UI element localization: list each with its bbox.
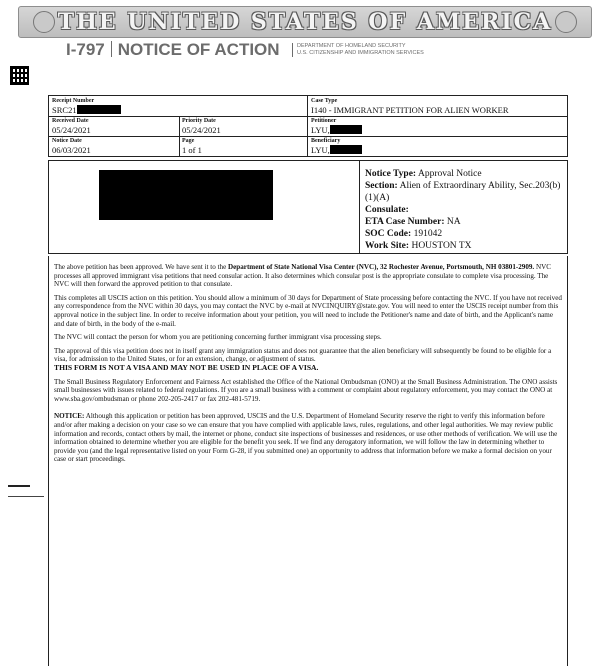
- paragraph: This completes all USCIS action on this petition. You should allow a minimum of 30 days for Department of State processing before contacting the NVC. If you have not received any correspondence from the NVC within 30 days, you may contact the NVC by e-mail at NVCINQUIRY@state.gov. You will need to enter the USCIS receipt number from this approval notice in the subject line. In order to receive information about your petition, you will need to include the Petitioner's name and date of birth, and the Applicant's name and date of birth, in the body of the e-mail.: [54, 293, 562, 328]
- seal-icon: [555, 11, 577, 33]
- case-info-table: [48, 95, 568, 157]
- notice-soc: SOC Code: 191042: [365, 229, 443, 239]
- notice-body: [54, 263, 564, 469]
- banner-title: THE UNITED STATES OF AMERICA: [57, 9, 553, 35]
- paragraph: The NVC will contact the person for whom you are petitioning concerning further immigrant visa processing steps.: [54, 333, 382, 342]
- form-name: NOTICE OF ACTION: [117, 40, 280, 59]
- priority-date: Priority Date 05/24/2021: [182, 118, 221, 135]
- petitioner: Petitioner LYU,: [311, 118, 566, 135]
- barcode-icon: [10, 66, 29, 85]
- notice-section: Section: Alien of Extraordinary Ability, Sec.203(b)(1)(A): [365, 181, 561, 203]
- received-date: Received Date 05/24/2021: [52, 118, 91, 135]
- case-type: Case Type I140 - IMMIGRANT PETITION FOR ALIEN WORKER: [311, 98, 509, 115]
- page-number: Page 1 of 1: [182, 138, 202, 155]
- agency-line: DEPARTMENT OF HOMELAND SECURITY: [297, 43, 406, 49]
- form-title: [66, 40, 280, 60]
- notice-details: [365, 168, 565, 252]
- paragraph: The Small Business Regulatory Enforcement and Fairness Act established the Office of the National Ombudsman (ONO) at the Small Business Administration. The ONO assists small businesses with issues related to federal regulations. If you are a small business with a comment or complaint about regulatory enforcement, you may contact the ONO at www.sba.gov/ombudsman or phone 202-205-2417 or fax 202-481-5719.: [54, 377, 558, 403]
- notice-consulate: Consulate:: [365, 205, 409, 215]
- form-number: I-797: [66, 40, 105, 59]
- paragraph: NOTICE: Although this application or petition has been approved, USCIS and the U.S. Department of Homeland Security reserve the right to verify this information before and/or after making a decision on your case so we can ensure that you have complied with applicable laws, rules, regulations, and other legal authorities. We may review public information and records, contact others by mail, the internet or phone, conduct site inspections of businesses and residences, or use other methods of verification. We will use the information obtained to determine whether you are eligible for the benefit you seek. If we find any derogatory information, we will follow the law in determining whether to provide you (and the legal representative listed on your Form G-28, if you submitted one) an opportunity to address that information before we make a formal decision on your case or start proceedings.: [54, 412, 558, 464]
- notice-date: Notice Date 06/03/2021: [52, 138, 91, 155]
- margin-mark: [8, 485, 30, 487]
- margin-mark: [8, 496, 44, 497]
- address-redaction: [99, 170, 273, 220]
- notice-type: Notice Type: Approval Notice: [365, 169, 482, 179]
- agency-name: [292, 43, 424, 57]
- redaction: [330, 125, 362, 134]
- paragraph: The approval of this visa petition does not in itself grant any immigration status and does not guarantee that the alien beneficiary will subsequently be found to be eligible for a visa, for admission to the United States, or for an extension, change, or adjustment of status. THIS FORM IS NOT A VISA AND MAY NOT BE USED IN PLACE OF A VISA.: [54, 347, 564, 373]
- beneficiary: Beneficiary LYU,: [311, 138, 566, 155]
- notice-box: [48, 160, 568, 254]
- paragraph: The above petition has been approved. We have sent it to the Department of State National Visa Center (NVC), 32 Rochester Avenue, Portsmouth, NH 03801-2909. NVC processes all approved immigrant visa petitions that need consular action. It also determines which consular post is the appropriate consulate to complete visa processing. The NVC will then forward the approved petition to that consulate.: [54, 263, 551, 289]
- receipt-number: Receipt Number SRC21: [52, 98, 302, 115]
- not-a-visa-warning: THIS FORM IS NOT A VISA AND MAY NOT BE USED IN PLACE OF A VISA.: [54, 362, 319, 372]
- redaction: [77, 105, 121, 114]
- notice-worksite: Work Site: HOUSTON TX: [365, 241, 472, 251]
- agency-line: U.S. CITIZENSHIP AND IMMIGRATION SERVICES: [297, 50, 424, 56]
- notice-eta: ETA Case Number: NA: [365, 217, 461, 227]
- header-banner: [18, 6, 592, 38]
- redaction: [330, 145, 362, 154]
